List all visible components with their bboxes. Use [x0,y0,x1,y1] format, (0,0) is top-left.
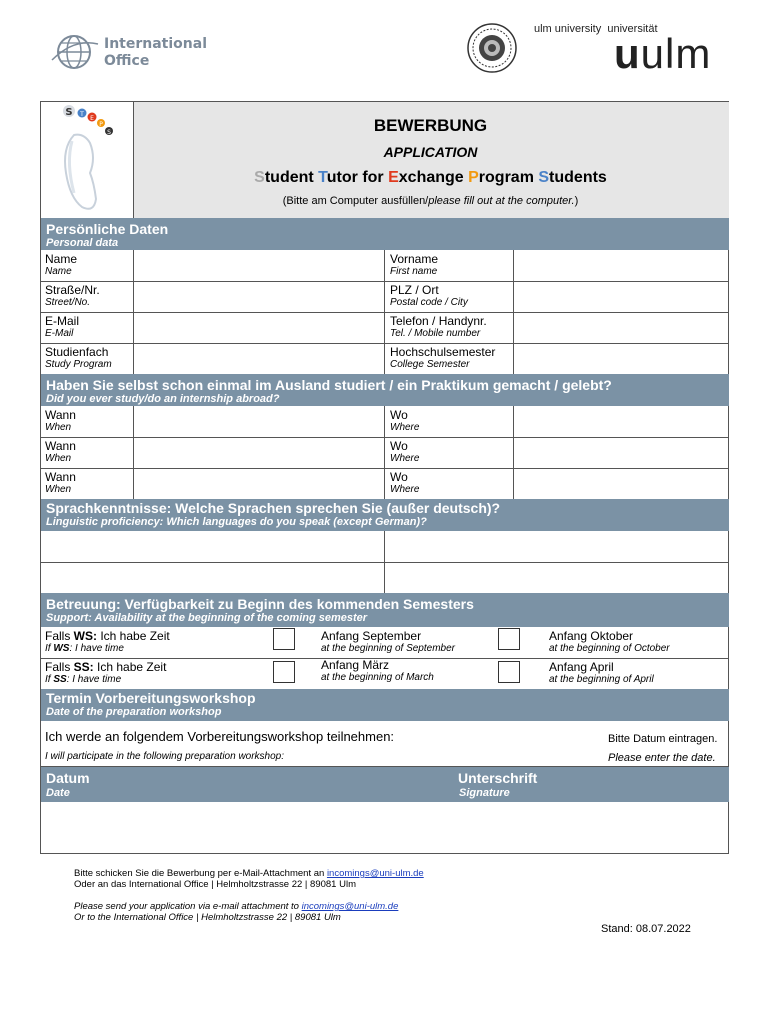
io-logo-line1: International [104,36,208,52]
university-seal-icon [466,22,518,74]
language-field-2[interactable] [386,532,728,561]
column-divider [384,250,385,374]
option-de: Anfang April [549,660,614,674]
io-logo-line2: Office [104,53,150,69]
form-title-de: BEWERBUNG [373,116,488,135]
label-en: When [45,484,72,495]
section-signature [41,767,729,802]
label-en: College Semester [390,359,470,370]
fill-instruction-en: please fill out at the computer. [428,195,575,207]
column-divider [384,406,385,499]
svg-text:P: P [99,121,103,128]
label-en: E-Mail [45,328,74,339]
option-en: at the beginning of April [549,674,654,685]
label-de: Hochschulsemester [390,345,496,359]
label-de: Name [45,252,78,266]
title-part: utor for [326,169,389,186]
section-heading: Betreuung: Verfügbarkeit zu Beginn des kommenden Semesters [46,596,474,612]
study-program-field[interactable] [134,344,383,373]
option-de: Anfang Oktober [549,629,634,643]
ss-en-bold: SS [53,674,67,685]
name-field[interactable] [134,251,383,280]
option-en: at the beginning of October [549,643,670,654]
uni-label-en: ulm university [534,23,602,35]
label-de: Studienfach [45,345,109,359]
section-subheading: Did you ever study/do an internship abroad? [46,393,280,405]
section-subheading: Linguistic proficiency: Which languages do you speak (except German)? [46,516,427,528]
svg-text:S: S [65,107,73,118]
abroad-table [41,406,729,499]
footprint-logo-icon [44,103,130,215]
section-heading: Persönliche Daten [46,221,169,237]
title-part: tudent [264,169,319,186]
label-en: When [45,422,72,433]
ss-bold: SS: [73,660,94,674]
college-semester-field[interactable] [514,344,728,373]
option-de: Anfang September [321,629,422,643]
checkbox-september[interactable] [273,628,295,650]
label-de: Straße/Nr. [45,283,100,297]
uulm-logo-rest: ulm [640,30,712,77]
section-subheading: Support: Availability at the beginning of the coming semester [46,612,368,624]
footer-line3: Please send your application via e-mail attachment to [74,901,302,912]
footer-line1: Bitte schicken Sie die Bewerbung per e-Mail-Attachment an [74,868,327,879]
form-title-en: APPLICATION [383,144,478,160]
label-where [390,471,419,496]
label-first-name [390,253,438,278]
title-part: S [538,169,550,186]
svg-text:S: S [107,129,111,136]
label-when [45,440,76,465]
international-office-logo [104,36,207,70]
fill-instruction-end: ) [574,195,579,207]
ss-rest: Ich habe Zeit [93,660,167,674]
option-march [321,659,434,684]
option-september [321,630,455,655]
fill-instruction [133,195,728,207]
where-field-2[interactable] [514,438,728,467]
language-field-4[interactable] [386,563,728,592]
label-en: Where [390,484,420,495]
label-where [390,409,419,434]
ss-label [45,661,166,686]
label-en: Where [390,453,420,464]
form-version-date: Stand: 08.07.2022 [601,923,691,935]
label-en: Tel. / Mobile number [390,328,481,339]
section-support [41,593,729,627]
section-heading: Sprachkenntnisse: Welche Sprachen sprechen Sie (außer deutsch)? [46,500,501,516]
option-april [549,661,654,686]
label-de: Wo [390,470,408,484]
label-de: Wo [390,408,408,422]
where-field-3[interactable] [514,469,728,498]
ws-bold: WS: [73,629,97,643]
label-de: PLZ / Ort [390,283,439,297]
option-en: at the beginning of March [321,672,434,683]
checkbox-march[interactable] [273,661,295,683]
date-label-de: Datum [46,770,90,786]
title-part: E [388,169,399,186]
signature-field[interactable] [385,802,728,853]
label-de: Wo [390,439,408,453]
checkbox-april[interactable] [498,661,520,683]
section-personal-data [41,218,729,250]
uulm-logo-bold: u [614,30,641,77]
ss-en-prefix: If [45,674,54,685]
label-en: Study Program [45,359,112,370]
label-postal-city [390,284,468,309]
footer-line2: Oder an das International Office | Helmholtzstrasse 22 | 89081 Ulm [74,879,356,890]
label-de: Vorname [390,252,439,266]
checkbox-october[interactable] [498,628,520,650]
section-workshop [41,689,729,721]
label-de: Telefon / Handynr. [390,314,487,328]
title-part: S [254,169,265,186]
ws-label [45,630,170,655]
label-de: E-Mail [45,314,80,328]
section-languages [41,499,729,531]
where-field-1[interactable] [514,407,728,436]
postal-city-field[interactable] [514,282,728,311]
label-en: Where [390,422,420,433]
when-field-1[interactable] [134,407,383,436]
fill-instruction-de: (Bitte am Computer ausfüllen/ [282,195,429,207]
first-name-field[interactable] [514,251,728,280]
form-program-title [133,169,728,187]
label-en: First name [390,266,438,277]
language-field-3[interactable] [42,563,383,592]
personal-data-table [41,250,729,374]
section-subheading: Personal data [46,237,119,249]
workshop-text-de: Ich werde an folgendem Vorbereitungsworkshop teilnehmen: [45,729,395,744]
svg-text:E: E [90,115,94,122]
label-name [45,253,77,278]
ss-en-rest: : I have time [66,674,122,685]
signature-label-en: Signature [459,787,510,799]
workshop-text-en: I will participate in the following preparation workshop: [45,751,285,762]
title-part: tudents [549,169,607,186]
label-de: Wann [45,470,76,484]
option-october [549,630,670,655]
label-street [45,284,100,309]
ws-en-prefix: If [45,643,54,654]
date-label-en: Date [46,787,70,799]
workshop-date-hint-en: Please enter the date. [608,752,716,764]
date-field[interactable] [41,802,381,853]
ws-en-bold: WS [53,643,70,654]
label-de: Wann [45,408,76,422]
title-part: xchange [398,169,469,186]
label-en: When [45,453,72,464]
option-de: Anfang März [321,658,390,672]
support-table [41,627,729,689]
title-part: T [318,169,327,186]
ws-prefix: Falls [45,629,74,643]
svg-text:T: T [80,111,84,118]
label-phone [390,315,487,340]
uni-label-de: universität [607,23,658,35]
street-field[interactable] [134,282,383,311]
ws-rest: Ich habe Zeit [97,629,170,643]
section-subheading: Date of the preparation workshop [46,706,222,718]
languages-table [41,531,729,593]
section-heading: Haben Sie selbst schon einmal im Ausland studiert / ein Praktikum gemacht / gelebt? [46,377,612,393]
section-abroad [41,374,729,406]
email-link-de[interactable]: incomings@uni-ulm.de [326,868,424,879]
label-college-semester [390,346,495,371]
column-divider [384,531,385,593]
ws-en-rest: : I have time [69,643,124,654]
when-field-2[interactable] [134,438,383,467]
title-part: rogram [478,169,539,186]
uulm-logo [614,30,711,78]
footer-line4: Or to the International Office | Helmholtzstrasse 22 | 89081 Ulm [74,912,341,923]
label-en: Street/No. [45,297,91,308]
language-field-1[interactable] [42,532,383,561]
footer-de [74,868,424,890]
workshop-date-hint-de[interactable]: Bitte Datum eintragen. [608,733,718,745]
label-en: Name [45,266,72,277]
section-heading: Termin Vorbereitungsworkshop [46,690,256,706]
option-en: at the beginning of September [321,643,455,654]
label-when [45,471,76,496]
ss-prefix: Falls [45,660,74,674]
signature-label-de: Unterschrift [458,770,538,786]
label-email [45,315,79,340]
when-field-3[interactable] [134,469,383,498]
footer-en [74,901,398,923]
label-en: Postal code / City [390,297,468,308]
label-study-program [45,346,112,371]
title-part: P [468,169,479,186]
label-when [45,409,76,434]
label-where [390,440,419,465]
email-link-en[interactable]: incomings@uni-ulm.de [301,901,399,912]
email-field[interactable] [134,313,383,342]
label-de: Wann [45,439,76,453]
globe-logo-icon [50,30,102,76]
phone-field[interactable] [514,313,728,342]
